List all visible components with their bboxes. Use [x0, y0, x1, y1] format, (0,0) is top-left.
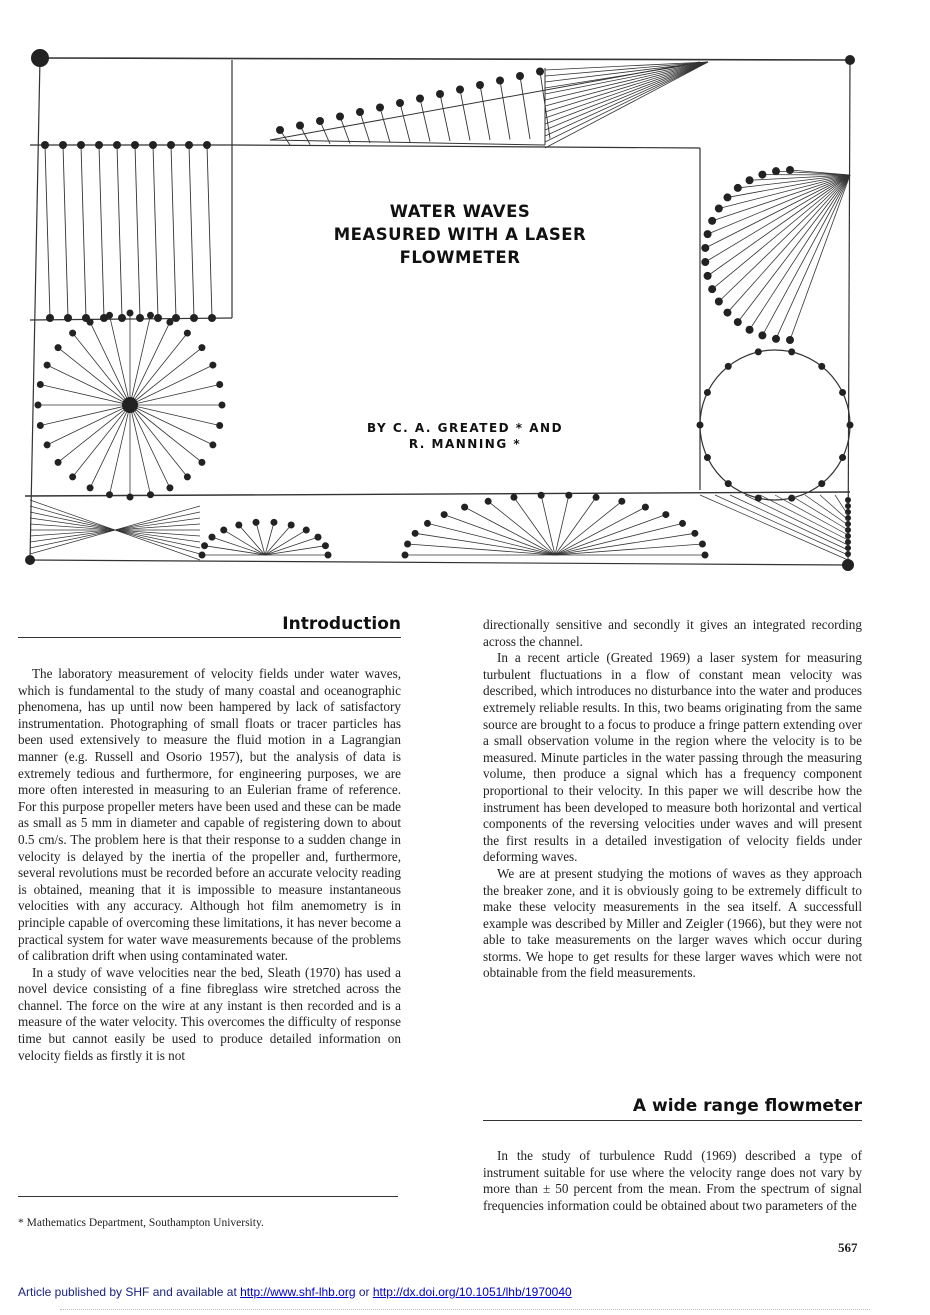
bottom-dotted-line — [60, 1309, 870, 1310]
right-paragraph-1: directionally sensitive and secondly it gives an integrated recording across the channel. — [483, 617, 862, 649]
footnote-rule — [18, 1196, 398, 1197]
right-paragraph-4: In the study of turbulence Rudd (1969) described a type of instrument suitable for use where the velocity range does not vary by more than ± 50 percent from the mean. From the spectrum of signal frequencies information could be obtained about two parameters of the — [483, 1148, 862, 1213]
title-line-2: MEASURED WITH A LASER — [333, 225, 587, 244]
footer-prefix: Article published by SHF and available at — [18, 1285, 241, 1299]
introduction-heading: Introduction — [282, 614, 401, 634]
left-paragraph-1: The laboratory measurement of velocity fields under water waves, which is fundamental to the study of many coastal and oceanographic phenomena, has up until now been hampered by lack of satisfactory instrumentation. Photographing of small floats or tracer particles has been used extensively to measure the fluid motion in a Lagrangian manner (e.g. Russell and Osorio 1957), but the analysis of data is extremely tedious and furthermore, for engineering purposes, we are more often interested in measuring to an Eulerian frame of reference. For this purpose propeller meters have been used and these can be made as small as 5 mm in diameter and capable of registering down to about 0.5 cm/s. The problem here is that their response to a sudden change in velocity is delayed by the inertia of the propeller and, furthermore, several revolutions must be recorded before an accurate velocity reading is obtained, meaning that it is impossible to measure instantaneous velocities with any accuracy. Although hot film anemometry is in principle capable of overcoming these limitations, it has never become a practical system for water wave measurements because of the problems of calibration drift when using contaminated water. — [18, 666, 401, 964]
title-line-3: FLOWMETER — [399, 248, 521, 267]
title-line-1: WATER WAVES — [389, 202, 531, 221]
footer-middle: or — [355, 1285, 373, 1299]
footer-link-doi[interactable]: http://dx.doi.org/10.1051/lhb/1970040 — [372, 1285, 572, 1299]
left-column — [18, 666, 401, 1064]
byline-line-1: BY C. A. GREATED * AND — [366, 421, 564, 435]
page-number: 567 — [838, 1240, 858, 1255]
publisher-footer — [18, 1285, 572, 1299]
flowmeter-rule — [483, 1120, 862, 1121]
footnote: * Mathematics Department, Southampton University. — [18, 1217, 264, 1229]
flowmeter-heading: A wide range flowmeter — [632, 1096, 862, 1116]
byline — [300, 420, 630, 452]
footer-link-shf[interactable]: http://www.shf-lhb.org — [240, 1285, 356, 1299]
right-column-bottom — [483, 1148, 862, 1214]
article-title — [260, 200, 660, 269]
right-column-top — [483, 617, 862, 982]
right-paragraph-2: In a recent article (Greated 1969) a laser system for measuring turbulent fluctuations in a flow of constant mean velocity was described, which introduces no disturbance into the water and produces extremely reliable results. In this, two beams originating from the same source are brought to a focus to produce a fringe pattern extending over a small observation volume in the region where the velocity is to be measured. Minute particles in the water passing through the measuring volume, then produce a signal which has a frequency component proportional to their velocity. In this paper we will describe how the instrument has been developed to measure both horizontal and vertical components of the reversing velocities under waves and will present the first results in a detailed investigation of velocity fields under deforming waves. — [483, 650, 862, 865]
byline-line-2: R. MANNING * — [408, 437, 522, 451]
introduction-rule — [18, 637, 401, 638]
right-paragraph-3: We are at present studying the motions of waves as they approach the breaker zone, and it is obviously going to be extremely difficult to make these velocity measurements in the sea itself. A successfull example was described by Miller and Zeigler (1966), but they were not able to take measurements on the larger waves which occur during storms. We hope to get results for these larger waves which were not obtainable from the field measurements. — [483, 865, 862, 981]
string-art-illustration — [0, 0, 930, 600]
left-paragraph-2: In a study of wave velocities near the bed, Sleath (1970) has used a novel device consisting of a fine fibreglass wire stretched across the channel. The force on the wire at any instant is then recorded and is a measure of the water velocity. This overcomes the difficulty of response time but cannot easily be used to produce detailed information on velocity fields as firstly it is not — [18, 964, 401, 1063]
